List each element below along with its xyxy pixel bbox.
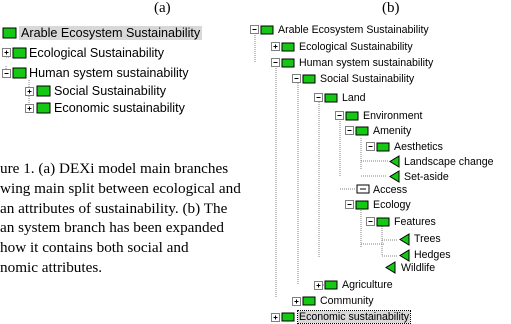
green-rect-node-icon xyxy=(282,59,294,67)
plus-box-icon[interactable] xyxy=(315,282,323,290)
link-node-icon xyxy=(357,185,369,193)
minus-box-icon[interactable] xyxy=(336,112,344,120)
caption-line: how it contains both social and xyxy=(0,239,189,257)
green-rect-node-icon xyxy=(356,127,368,135)
green-wedge-leaf-icon xyxy=(390,156,399,167)
plus-box-icon[interactable] xyxy=(272,314,280,322)
tree-b-item-set-aside[interactable]: Set-aside xyxy=(404,171,449,183)
panel-label-a: (a) xyxy=(154,0,171,16)
tree-b-item-agriculture[interactable]: Agriculture xyxy=(342,279,393,291)
tree-a-item-economic[interactable]: Economic sustainability xyxy=(54,101,185,115)
green-wedge-leaf-icon xyxy=(400,234,409,245)
tree-a-item-human[interactable]: Human system sustainability xyxy=(29,66,189,80)
tree-b-item-economic[interactable]: Economic sustainability xyxy=(299,311,410,323)
tree-a-item-root[interactable]: Arable Ecosystem Sustainability xyxy=(21,26,201,40)
tree-b-item-trees[interactable]: Trees xyxy=(414,233,441,245)
green-wedge-leaf-icon xyxy=(390,171,399,182)
plus-box-icon[interactable] xyxy=(293,298,301,306)
tree-b-item-access[interactable]: Access xyxy=(373,184,408,196)
tree-b-item-social[interactable]: Social Sustainability xyxy=(320,73,415,85)
green-rect-node-icon xyxy=(377,218,389,226)
tree-b-item-community[interactable]: Community xyxy=(320,295,374,307)
tree-b-item-wildlife[interactable]: Wildlife xyxy=(401,262,436,274)
caption-line: an attributes of sustainability. (b) The xyxy=(0,199,228,217)
tree-b-item-human[interactable]: Human system sustainability xyxy=(299,57,434,69)
green-rect-node-icon xyxy=(261,26,273,34)
panel-label-b: (b) xyxy=(382,0,400,16)
caption-line: wing main split between ecological and xyxy=(0,179,241,197)
tree-b-item-ecological[interactable]: Ecological Sustainability xyxy=(299,41,413,53)
tree-a-item-ecological[interactable]: Ecological Sustainability xyxy=(29,46,165,60)
tree-b-item-features[interactable]: Features xyxy=(394,216,436,228)
green-rect-node-icon xyxy=(346,112,358,120)
tree-b-item-hedges[interactable]: Hedges xyxy=(414,249,451,261)
caption-line: an system branch has been expanded xyxy=(0,219,224,237)
minus-box-icon[interactable] xyxy=(367,218,375,226)
tree-b-item-amenity[interactable]: Amenity xyxy=(373,125,412,137)
green-rect-node-icon xyxy=(325,94,337,102)
tree-b-item-land[interactable]: Land xyxy=(342,92,366,104)
green-wedge-leaf-icon xyxy=(400,250,409,261)
minus-box-icon[interactable] xyxy=(293,75,301,83)
tree-b-item-landscape-change[interactable]: Landscape change xyxy=(404,156,494,168)
tree-a-item-social[interactable]: Social Sustainability xyxy=(54,84,167,98)
caption-line: ure 1. (a) DEXi model main branches xyxy=(0,160,229,177)
minus-box-icon[interactable] xyxy=(315,94,323,102)
plus-box-icon[interactable] xyxy=(272,43,280,51)
green-rect-node-icon xyxy=(303,75,315,83)
green-rect-node-icon xyxy=(356,201,368,209)
green-rect-node-icon xyxy=(303,297,315,305)
minus-box-icon[interactable] xyxy=(272,59,280,67)
green-wedge-leaf-icon xyxy=(386,262,395,273)
minus-box-icon[interactable] xyxy=(251,26,259,34)
green-rect-node-icon xyxy=(377,143,389,151)
green-rect-node-icon xyxy=(325,281,337,289)
caption-line: nomic attributes. xyxy=(0,258,103,276)
tree-b-item-environment[interactable]: Environment xyxy=(363,110,423,122)
minus-box-icon[interactable] xyxy=(346,127,354,135)
minus-box-icon[interactable] xyxy=(346,201,354,209)
green-rect-node-icon xyxy=(282,313,294,321)
minus-box-icon[interactable] xyxy=(367,143,375,151)
tree-b-item-root[interactable]: Arable Ecosystem Sustainability xyxy=(278,24,429,36)
tree-b-item-aesthetics[interactable]: Aesthetics xyxy=(394,141,443,153)
tree-b-item-ecology[interactable]: Ecology xyxy=(373,199,411,211)
green-rect-node-icon xyxy=(282,43,294,51)
